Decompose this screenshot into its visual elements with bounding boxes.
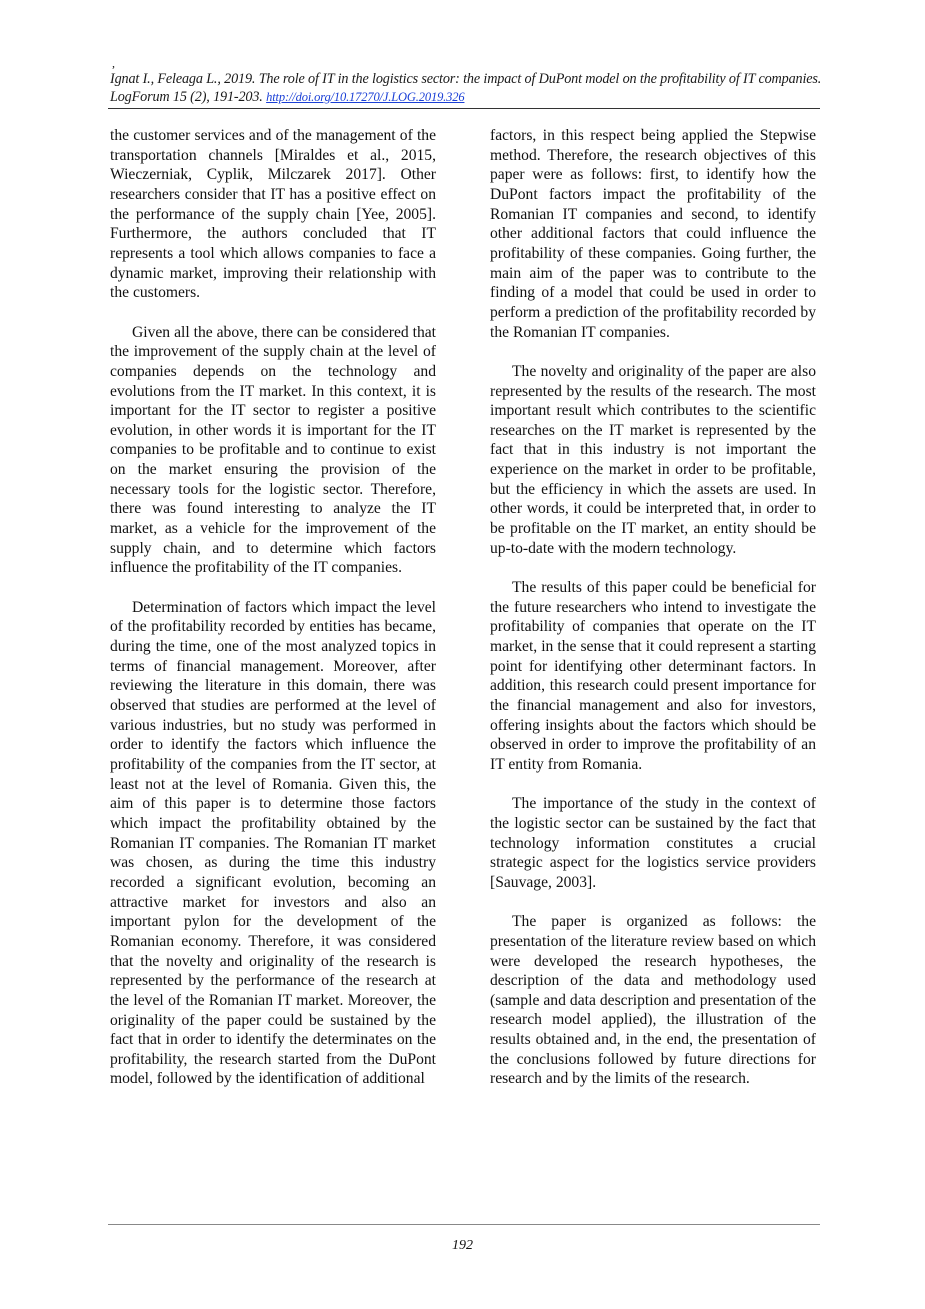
- running-header: [110, 70, 822, 106]
- paragraph: the customer services and of the management of the transportation channels [Miraldes et al., 2015, Wieczerniak, Cyplik, Milczarek 2017]. Other researchers consider that IT has a positive effect on the performance of the supply chain [Yee, 2005]. Furthermore, the authors concluded that IT represents a tool which allows companies to face a dynamic market, improving their relationship with the customers.: [110, 127, 436, 302]
- doi-link[interactable]: http://doi.org/10.17270/J.LOG.2019.326: [266, 90, 465, 104]
- header-divider: [108, 108, 820, 109]
- header-citation: Ignat I., Feleaga L., 2019. The role of IT in the logistics sector: the impact of DuPont model on the profitability of IT companies. LogForum 15 (2), 191-203.: [110, 71, 822, 105]
- paragraph: Given all the above, there can be considered that the improvement of the supply chain at the level of companies depends on the technology and evolutions from the IT market. In this context, it is important for the IT sector to register a positive evolution, in other words it is important for the IT companies to be profitable and to continue to exist on the market ensuring the provision of the necessary tools for the logistic sector. Therefore, there was found interesting to analyze the IT market, as a vehicle for the improvement of the supply chain, and to determine which factors influence the profitability of the IT companies.: [110, 323, 436, 577]
- header-mark: ,: [112, 56, 115, 70]
- paragraph: Determination of factors which impact the level of the profitability recorded by entities has became, during the time, one of the most analyzed topics in terms of financial management. Moreover, after reviewing the literature in this domain, there was observed that studies are performed at the level of various industries, but no study was performed in order to identify the factors which influence the profitability of the companies from the IT sector, at least not at the level of Romania. Given this, the aim of this paper is to determine those factors which impact the profitability obtained by the Romanian IT companies. The Romanian IT market was chosen, as during the time this industry recorded a significant evolution, becoming an attractive market for investors and also an important pylon for the development of the Romanian economy. Therefore, it was considered that the novelty and originality of the research is represented by the performance of the research at the level of the Romanian IT market. Moreover, the originality of the paper could be sustained by the fact that in order to identify the determinates on the profitability, the research started from the DuPont model, followed by the identification of additional: [110, 598, 436, 1088]
- paragraph: The novelty and originality of the paper are also represented by the results of the research. The most important result which contributes to the scientific researches on the IT market is represented by the fact that in this industry is not important the experience on the market in order to be profitable, but the efficiency in which the assets are used. In other words, it could be interpreted that, in order to be profitable on the IT market, an entity should be up-to-date with the modern technology.: [490, 362, 816, 557]
- paragraph: The importance of the study in the context of the logistic sector can be sustained by the fact that technology information constitutes a crucial strategic aspect for the logistics service providers [Sauvage, 2003].: [490, 795, 816, 891]
- right-column: [490, 126, 816, 1109]
- paragraph: The paper is organized as follows: the presentation of the literature review based on which were developed the research hypotheses, the description of the data and methodology used (sample and data description and presentation of the research model applied), the illustration of the results obtained and, in the end, the presentation of the conclusions followed by future directions for research and by the limits of the research.: [490, 913, 816, 1088]
- paragraph: The results of this paper could be beneficial for the future researchers who intend to investigate the profitability of companies that operate on the IT market, in the sense that it could represent a starting point for identifying other determinant factors. In addition, this research could present importance for the financial management and also for investors, offering insights about the factors which should be observed in order to improve the profitability of an IT entity from Romania.: [490, 579, 816, 773]
- footer-divider: [108, 1224, 820, 1225]
- page-number: 192: [452, 1238, 473, 1253]
- left-column: [110, 126, 436, 1109]
- paragraph: factors, in this respect being applied the Stepwise method. Therefore, the research objectives of this paper were as follows: first, to identify how the DuPont factors impact the profitability of the Romanian IT companies and second, to identify other additional factors that could influence the profitability of these companies. Going further, the main aim of the paper was to contribute to the finding of a model that could be used in order to perform a prediction of the profitability recorded by the Romanian IT companies.: [490, 127, 816, 341]
